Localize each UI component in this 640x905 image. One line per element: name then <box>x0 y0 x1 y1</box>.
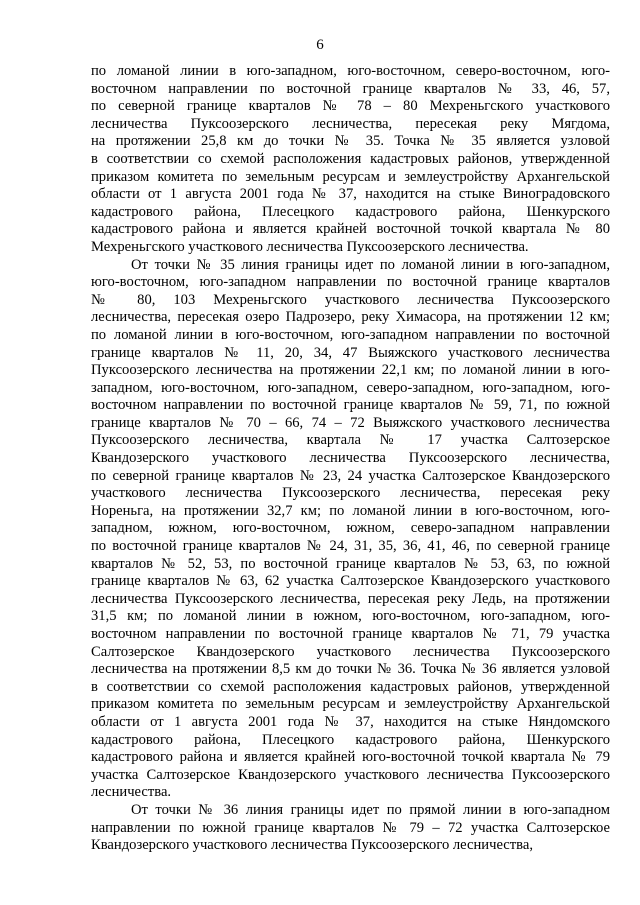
text-line: восточном направлении по восточной границе кварталов № 71, 79 участка <box>91 626 610 642</box>
text-line: границе кварталов № 11, 20, 34, 47 Выяжского участкового лесничества <box>91 344 610 361</box>
text-line: участкового лесничества Пуксоозерского лесничества, пересекая реку <box>91 485 610 502</box>
text-line: в соответствии со схемой расположения кадастровых районов, утвержденной <box>91 678 610 695</box>
page-number: 6 <box>316 37 324 53</box>
text-line: по северной границе кварталов № 78 – 80 Мехреньгского участкового <box>91 98 610 115</box>
text-line: области от 1 августа 2001 года № 37, находится на стыке Виноградовского <box>91 186 610 203</box>
text-line: кварталов № 52, 53, по восточной границе кварталов № 53, 63, по южной <box>91 555 610 572</box>
paragraph <box>91 802 610 855</box>
text-line: лесничества, пересекая озеро Падрозеро, реку Химасора, на протяжении 12 км; <box>91 309 610 326</box>
text-line: От точки № 35 линия границы идет по ломаной линии в юго-западном, <box>131 256 610 273</box>
text-line: участка Салтозерское Квандозерского участкового лесничества Пуксоозерского <box>91 766 610 783</box>
text-line: по восточной границе кварталов № 24, 31, 35, 36, 41, 46, по северной границе <box>91 538 610 555</box>
text-line: Квандозерского участкового лесничества Пуксоозерского лесничества, <box>91 837 533 854</box>
paragraph <box>91 257 610 802</box>
text-line: лесничества. <box>91 784 172 801</box>
text-line: кадастрового района и является крайней юго-восточной точкой квартала № 79 <box>91 749 610 766</box>
paragraph <box>91 63 610 257</box>
text-line: восточном направлении по восточной границе кварталов № 33, 46, 57, <box>91 80 610 97</box>
text-line: приказом комитета по земельным ресурсам и землеустройству Архангельской <box>91 168 610 185</box>
text-line: Нореньга, на протяжении 32,7 км; по ломаной линии в юго-восточном, юго- <box>91 502 610 519</box>
text-line: на протяжении 25,8 км до точки № 35. Точка № 35 является узловой <box>91 133 610 150</box>
text-line: западном, южном, юго-восточном, южном, северо-западном направлении <box>91 520 610 537</box>
text-line: восточном направлении по восточной границе кварталов № 59, 71, по южной <box>91 397 610 414</box>
text-line: кадастрового района, Плесецкого кадастрового района, Шенкурского <box>91 203 610 220</box>
text-line: От точки № 36 линия границы идет по прямой линии в юго-западном <box>131 801 610 818</box>
text-line: лесничества на протяжении 8,5 км до точки № 36. Точка № 36 является узловой <box>91 661 610 678</box>
text-line: кадастрового района, Плесецкого кадастрового района, Шенкурского <box>91 731 610 748</box>
text-line: Пуксоозерского лесничества на протяжении 22,1 км; по ломаной линии в юго- <box>91 362 610 379</box>
text-line: направлении по южной границе кварталов № 79 – 72 участка Салтозерское <box>91 819 610 836</box>
text-line: в соответствии со схемой расположения кадастровых районов, утвержденной <box>91 150 610 167</box>
text-line: лесничества Пуксоозерского лесничества, пересекая реку Ледь, на протяжении <box>91 590 610 607</box>
text-line: границе кварталов № 63, 62 участка Салтозерское Квандозерского участкового <box>91 573 610 590</box>
text-line: 31,5 км; по ломаной линии в южном, юго-восточном, юго-западном, юго- <box>91 608 610 625</box>
text-line: области от 1 августа 2001 года № 37, находится на стыке Няндомского <box>91 713 610 730</box>
text-line: юго-восточном, юго-западном направлении по восточной границе кварталов <box>91 274 610 291</box>
text-line: по ломаной линии в юго-западном, юго-восточном, северо-восточном, юго- <box>91 63 610 79</box>
document-body <box>91 63 610 855</box>
text-line: западном, юго-восточном, юго-западном, северо-западном, юго-западном, юго- <box>91 379 610 396</box>
text-line: по ломаной линии в юго-восточном, юго-западном направлении по восточной <box>91 326 610 343</box>
text-line: границе кварталов № 70 – 66, 74 – 72 Выяжского участкового лесничества <box>91 414 610 431</box>
text-line: № 80, 103 Мехреньгского участкового лесничества Пуксоозерского <box>91 291 610 308</box>
text-line: Мехреньгского участкового лесничества Пуксоозерского лесничества. <box>91 238 529 255</box>
text-line: кадастрового района и является крайней восточной точкой квартала № 80 <box>91 221 610 238</box>
text-line: Квандозерского участкового лесничества Пуксоозерского лесничества, <box>91 450 610 467</box>
text-line: Салтозерское Квандозерского участкового лесничества Пуксоозерского <box>91 643 610 660</box>
text-line: лесничества Пуксоозерского лесничества, пересекая реку Мягдома, <box>91 115 610 132</box>
text-line: приказом комитета по земельным ресурсам и землеустройству Архангельской <box>91 696 610 713</box>
text-line: по северной границе кварталов № 23, 24 участка Салтозерское Квандозерского <box>91 467 610 484</box>
text-line: Пуксоозерского лесничества, квартала № 17 участка Салтозерское <box>91 432 610 449</box>
